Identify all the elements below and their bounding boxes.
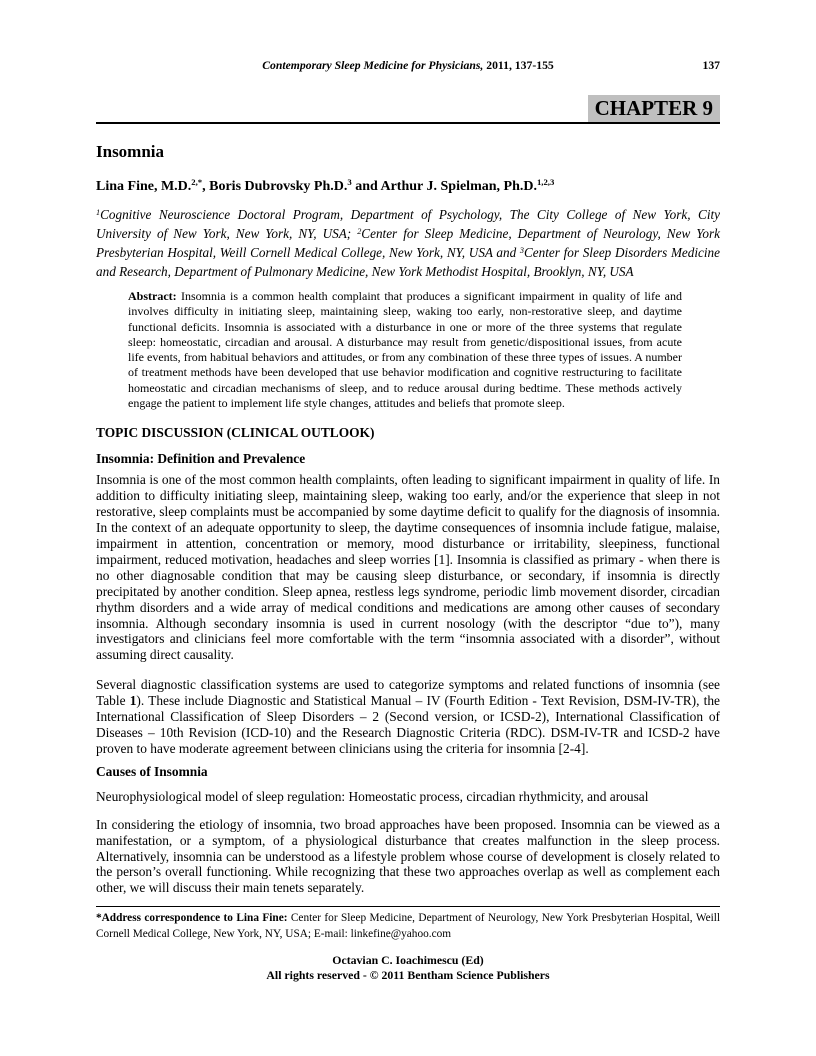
correspondence-label: *Address correspondence to Lina Fine: <box>96 912 288 925</box>
definition-prevalence-heading: Insomnia: Definition and Prevalence <box>96 451 306 467</box>
correspondence-text: Center for Sleep Medicine, Department of Neurology, New York Presbyterian Hospital, Weill Cornell Medical College, New York, NY, USA; E-mail: <box>96 912 721 940</box>
footer-rights: All rights reserved - © 2011 Bentham Science Publishers <box>266 968 550 983</box>
author-arthur-spielman-affil-sup: 1,2,3 <box>536 177 555 188</box>
authors-line <box>96 178 720 196</box>
table-1-reference: 1 <box>129 693 137 709</box>
journal-issue: 2011, 137-155 <box>483 59 554 72</box>
neurophysiological-model-subline: Neurophysiological model of sleep regulation: Homeostatic process, circadian rhythmicity, and arousal <box>96 788 649 804</box>
paragraph-definition: Insomnia is one of the most common health complaints, often leading to significant impairment in quality of life. In addition to difficulty initiating sleep, maintaining sleep, waking too early, and/or the experience that sleep in not restorative, sleep complaints must be accompanied by some daytime deficit to qualify for the diagnosis of insomnia. In the context of an adequate opportunity to sleep, the daytime consequences of insomnia include fatigue, malaise, impairment in attention, concentration or memory, mood disturbance or irritability, sleepiness, functional impairment, reduced motivation, headaches and sleep worries [1]. Insomnia is classified as primary - when there is no other diagnosable condition that may be causing sleep disturbance, or secondary, if insomnia is directly precipitated by another condition. Sleep apnea, restless legs syndrome, periodic limb movement disorder, circadian rhythm disorders and a wide array of medical conditions and medications are among other causes of secondary insomnia. Although secondary insomnia is used in current nosology (with the descriptor “due to”), many investigators and clinicians feel more comfortable with the term “insomnia associated with a disorder”, without assuming direct causality. <box>96 472 720 663</box>
footer-editor: Octavian C. Ioachimescu (Ed) <box>332 953 484 968</box>
author-boris-dubrovsky-affil-sup: 3 <box>347 177 352 188</box>
author-arthur-spielman: and Arthur J. Spielman, Ph.D.$^{1,2,3}$ <box>351 177 555 194</box>
causes-of-insomnia-heading: Causes of Insomnia <box>96 763 208 779</box>
journal-title: Contemporary Sleep Medicine for Physicians, <box>262 59 484 72</box>
author-lina-fine-affil-sup: 2,* <box>191 177 203 188</box>
page-footer <box>96 953 720 983</box>
classification-text-after: ). These include Diagnostic and Statistical Manual – IV (Fourth Edition - Text Revision, DSM-IV-TR), the International Classification of Sleep Disorders – 2 (Second version, or ICSD-2), International Classification of Diseases – 10th Revision (ICD-10) and the Research Diagnostic Criteria (RDC). DSM-IV-TR and ICSD-2 have proven to have moderate agreement between clinicians using the criteria for insomnia [2-4]. <box>96 693 720 756</box>
correspondence-email: linkefine@yahoo.com <box>350 927 452 940</box>
article-title: Insomnia <box>96 142 165 161</box>
running-header <box>96 59 720 73</box>
affiliation-3: Center for Sleep Disorders Medicine and Research, Department of Pulmonary Medicine, New York Methodist Hospital, Brooklyn, NY, USA <box>96 245 720 279</box>
page-number: 137 <box>702 59 720 72</box>
topic-discussion-heading: TOPIC DISCUSSION (CLINICAL OUTLOOK) <box>96 425 375 441</box>
paragraph-etiology: In considering the etiology of insomnia, two broad approaches have been proposed. Insomnia can be viewed as a manifestation, or a symptom, of a physiological disturbance that creates malfunction in the sleep process. Alternatively, insomnia can be understood as a lifestyle problem whose course of development is closely related to the person’s overall functioning. While recognizing that these two approaches overlap as well as complement each other, we will discuss their main tenets separately. <box>96 816 720 896</box>
affiliation-1-sup: 1 <box>96 207 101 217</box>
affiliation-3-sup: 3 <box>519 245 525 255</box>
paragraph-classification-systems <box>96 677 720 757</box>
affiliation-2-sup: 2 <box>357 226 362 236</box>
running-header-title <box>262 59 554 72</box>
correspondence-footnote <box>96 911 720 942</box>
author-lina-fine: Lina Fine, M.D.$^{2,*}$ <box>96 177 203 194</box>
affiliations <box>96 205 720 281</box>
classification-text-before: Several diagnostic classification systems are used to categorize symptoms and related functions of insomnia (see Table <box>96 677 720 709</box>
chapter-badge: CHAPTER 9 <box>588 95 720 122</box>
abstract <box>128 289 682 411</box>
footnote-divider <box>96 906 720 907</box>
abstract-label: Abstract: <box>128 289 177 303</box>
author-boris-dubrovsky: , Boris Dubrovsky Ph.D.$^3$ <box>202 177 352 194</box>
chapter-header-rule <box>96 95 720 124</box>
affiliation-2: Center for Sleep Medicine, Department of Neurology, New York Presbyterian Hospital, Weill Cornell Medical College, New York, NY, USA and <box>96 226 720 260</box>
affiliation-1: Cognitive Neuroscience Doctoral Program, Department of Psychology, The City College of New York, City University of New York, New York, NY, USA; <box>96 207 720 241</box>
abstract-text: Insomnia is a common health complaint that produces a significant impairment in quality of life and involves difficulty in initiating sleep, maintaining sleep, waking too early, non-restorative sleep, and daytime functional deficits. Insomnia is associated with a disturbance in one or more of the three systems that regulate sleep: homeostatic, circadian and arousal. A disturbance may result from genetic/dispositional issues, from acute life events, from habitual behaviors and attitudes, or from any combination of these three types of issues. A number of treatment methods have been developed that use behavior modification and cognitive restructuring to facilitate homeostatic and circadian mechanisms of sleep, and to reduce arousal during bedtime. These methods actively engage the patient to implement life style changes, attitudes and beliefs that promote sleep. <box>128 289 682 411</box>
